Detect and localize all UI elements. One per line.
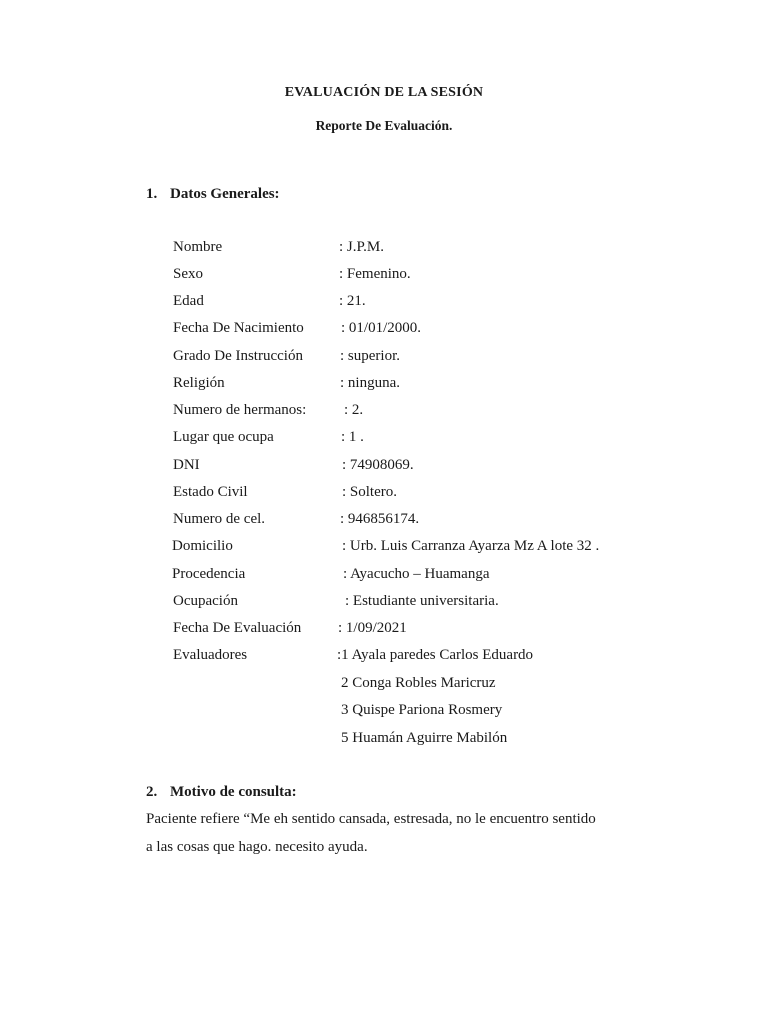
field-label: Domicilio [172, 538, 233, 554]
field-value: : Soltero. [342, 484, 397, 500]
evaluator-item: 3 Quispe Pariona Rosmery [341, 702, 503, 718]
field-value: : superior. [340, 348, 400, 364]
field-label: Fecha De Evaluación [173, 620, 302, 636]
field-value: :1 Ayala paredes Carlos Eduardo [337, 647, 534, 663]
field-label: Nombre [173, 239, 223, 255]
field-label: Ocupación [173, 593, 238, 609]
paragraph-line: a las cosas que hago. necesito ayuda. [146, 839, 368, 855]
field-label: Fecha De Nacimiento [173, 320, 304, 336]
field-label: DNI [173, 457, 200, 473]
field-label: Numero de cel. [173, 511, 266, 527]
evaluator-item: 2 Conga Robles Maricruz [341, 675, 496, 691]
field-value: : Estudiante universitaria. [345, 593, 499, 609]
field-label: Evaluadores [173, 647, 248, 663]
field-label: Numero de hermanos: [173, 402, 307, 418]
field-label: Religión [173, 375, 225, 391]
field-value: : 74908069. [342, 457, 414, 473]
section-number: 1. [146, 186, 158, 202]
field-value: : 1 . [341, 429, 364, 445]
field-value: : Urb. Luis Carranza Ayarza Mz A lote 32 . [342, 538, 600, 554]
field-value: : Femenino. [339, 266, 411, 282]
paragraph-line: Paciente refiere “Me eh sentido cansada, estresada, no le encuentro sentido [146, 811, 596, 827]
field-label: Edad [173, 293, 204, 309]
document-title: EVALUACIÓN DE LA SESIÓN [284, 85, 484, 100]
section-heading-datos-generales [146, 186, 280, 203]
field-value: : ninguna. [340, 375, 400, 391]
document-subtitle: Reporte De Evaluación. [315, 118, 453, 133]
field-label: Grado De Instrucción [173, 348, 303, 364]
field-label: Procedencia [172, 566, 246, 582]
field-value: : 21. [339, 293, 366, 309]
section-number: 2. [146, 784, 158, 800]
evaluator-item: 5 Huamán Aguirre Mabilón [341, 730, 508, 746]
field-value: : Ayacucho – Huamanga [343, 566, 490, 582]
field-label: Lugar que ocupa [173, 429, 274, 445]
field-value: : 946856174. [340, 511, 420, 527]
field-value: : J.P.M. [339, 239, 385, 255]
section-title: Datos Generales: [170, 186, 280, 202]
section-heading-motivo-consulta [146, 784, 297, 801]
field-value: : 1/09/2021 [338, 620, 407, 636]
field-label: Estado Civil [173, 484, 248, 500]
field-value: : 2. [344, 402, 364, 418]
section-title: Motivo de consulta: [170, 784, 297, 800]
field-label: Sexo [173, 266, 203, 282]
field-value: : 01/01/2000. [341, 320, 422, 336]
